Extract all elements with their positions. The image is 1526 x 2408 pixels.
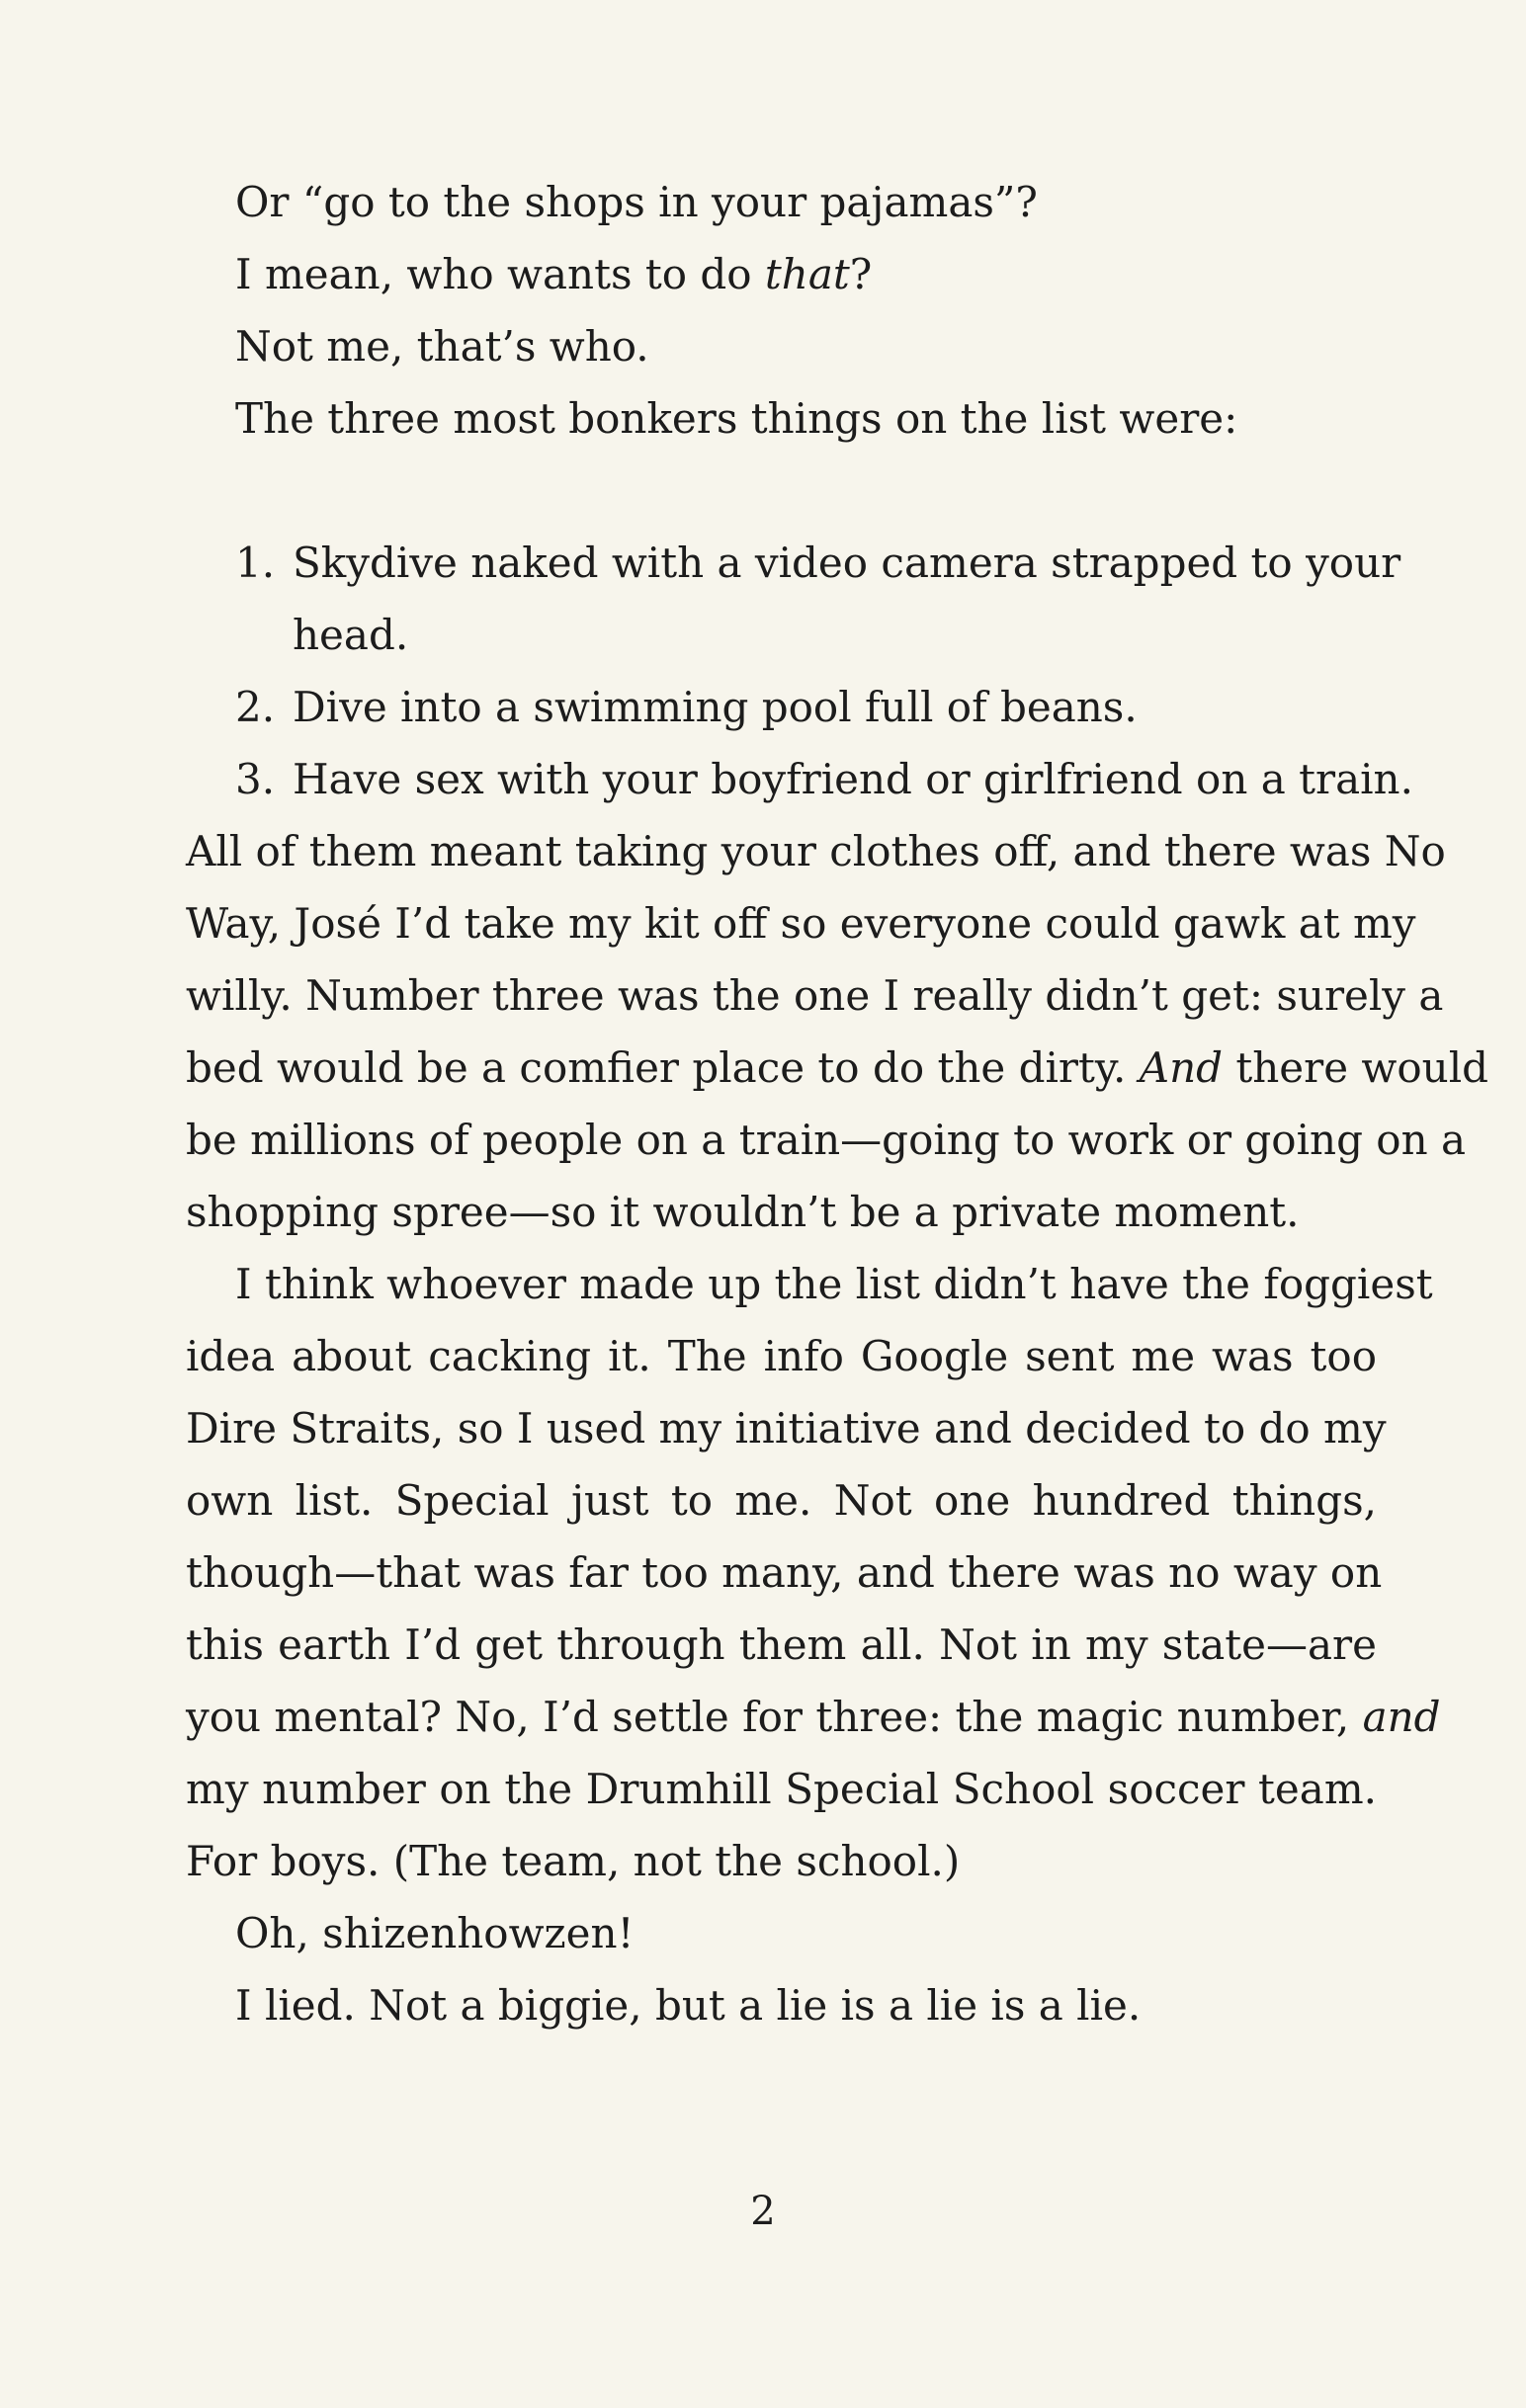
text-line-pajamas: Or “go to the shops in your pajamas”? xyxy=(235,178,1038,226)
text-segment: there would xyxy=(1223,1043,1489,1092)
text-segment: I mean, who wants to do xyxy=(235,250,765,298)
text-line-shizenhowzen: Oh, shizenhowzen! xyxy=(235,1909,635,1957)
paragraph-line: willy. Number three was the one I really didn’t get: surely a xyxy=(186,971,1444,1020)
paragraph-own-list xyxy=(186,1248,1441,1897)
paragraph-line: All of them meant taking your clothes off, and there was No xyxy=(186,827,1446,875)
text-segment: ? xyxy=(849,250,873,298)
page-number: 2 xyxy=(750,2189,776,2234)
list-item xyxy=(235,671,1377,743)
paragraph-line: I think whoever made up the list didn’t have the foggiest xyxy=(235,1260,1433,1308)
book-page xyxy=(186,166,1489,2041)
text-line-who-wants xyxy=(186,238,1377,310)
paragraph-line: idea about cacking it. The info Google sent me was too xyxy=(186,1332,1377,1380)
list-number: 2. xyxy=(235,683,276,731)
paragraph-line: though—that was far too many, and there was no way on xyxy=(186,1548,1383,1597)
text-line-list-intro: The three most bonkers things on the list were: xyxy=(235,394,1238,443)
paragraph-line: my number on the Drumhill Special School soccer team. xyxy=(186,1765,1377,1813)
text-segment: you mental? No, I’d settle for three: the magic number, xyxy=(186,1693,1363,1741)
paragraph-line xyxy=(186,1681,1441,1753)
text-line-not-me: Not me, that’s who. xyxy=(235,322,649,371)
paragraph-line: own list. Special just to me. Not one hundred things, xyxy=(186,1476,1377,1525)
bonkers-list xyxy=(186,527,1413,815)
list-text xyxy=(293,527,1400,671)
text-segment: bed would be a comfier place to do the dirty. xyxy=(186,1043,1140,1092)
paragraph-line: For boys. (The team, not the school.) xyxy=(186,1837,961,1885)
list-number: 1. xyxy=(235,539,276,587)
paragraph-line: Dire Straits, so I used my initiative and decided to do my xyxy=(186,1404,1387,1453)
paragraph-line: Way, José I’d take my kit off so everyone could gawk at my xyxy=(186,899,1416,948)
paragraph-line: shopping spree—so it wouldn’t be a private moment. xyxy=(186,1188,1300,1236)
list-number: 3. xyxy=(235,755,276,803)
list-item xyxy=(235,527,1401,671)
list-text: Dive into a swimming pool full of beans. xyxy=(293,683,1138,731)
italic-word-and: And xyxy=(1139,1043,1224,1092)
list-text-line: Skydive naked with a video camera strapped to your xyxy=(293,539,1401,587)
italic-word-and: and xyxy=(1362,1693,1441,1741)
paragraph-clothes-off xyxy=(186,815,1489,1248)
paragraph-line: be millions of people on a train—going to work or going on a xyxy=(186,1116,1467,1164)
list-item xyxy=(235,743,1413,815)
italic-word-that: that xyxy=(764,250,850,298)
paragraph-line xyxy=(186,1032,1489,1104)
text-line-i-lied: I lied. Not a biggie, but a lie is a lie is a lie. xyxy=(235,1981,1142,2030)
list-text-line: head. xyxy=(293,611,409,659)
list-text: Have sex with your boyfriend or girlfriend on a train. xyxy=(293,755,1413,803)
paragraph-line: this earth I’d get through them all. Not in my state—are xyxy=(186,1620,1377,1669)
